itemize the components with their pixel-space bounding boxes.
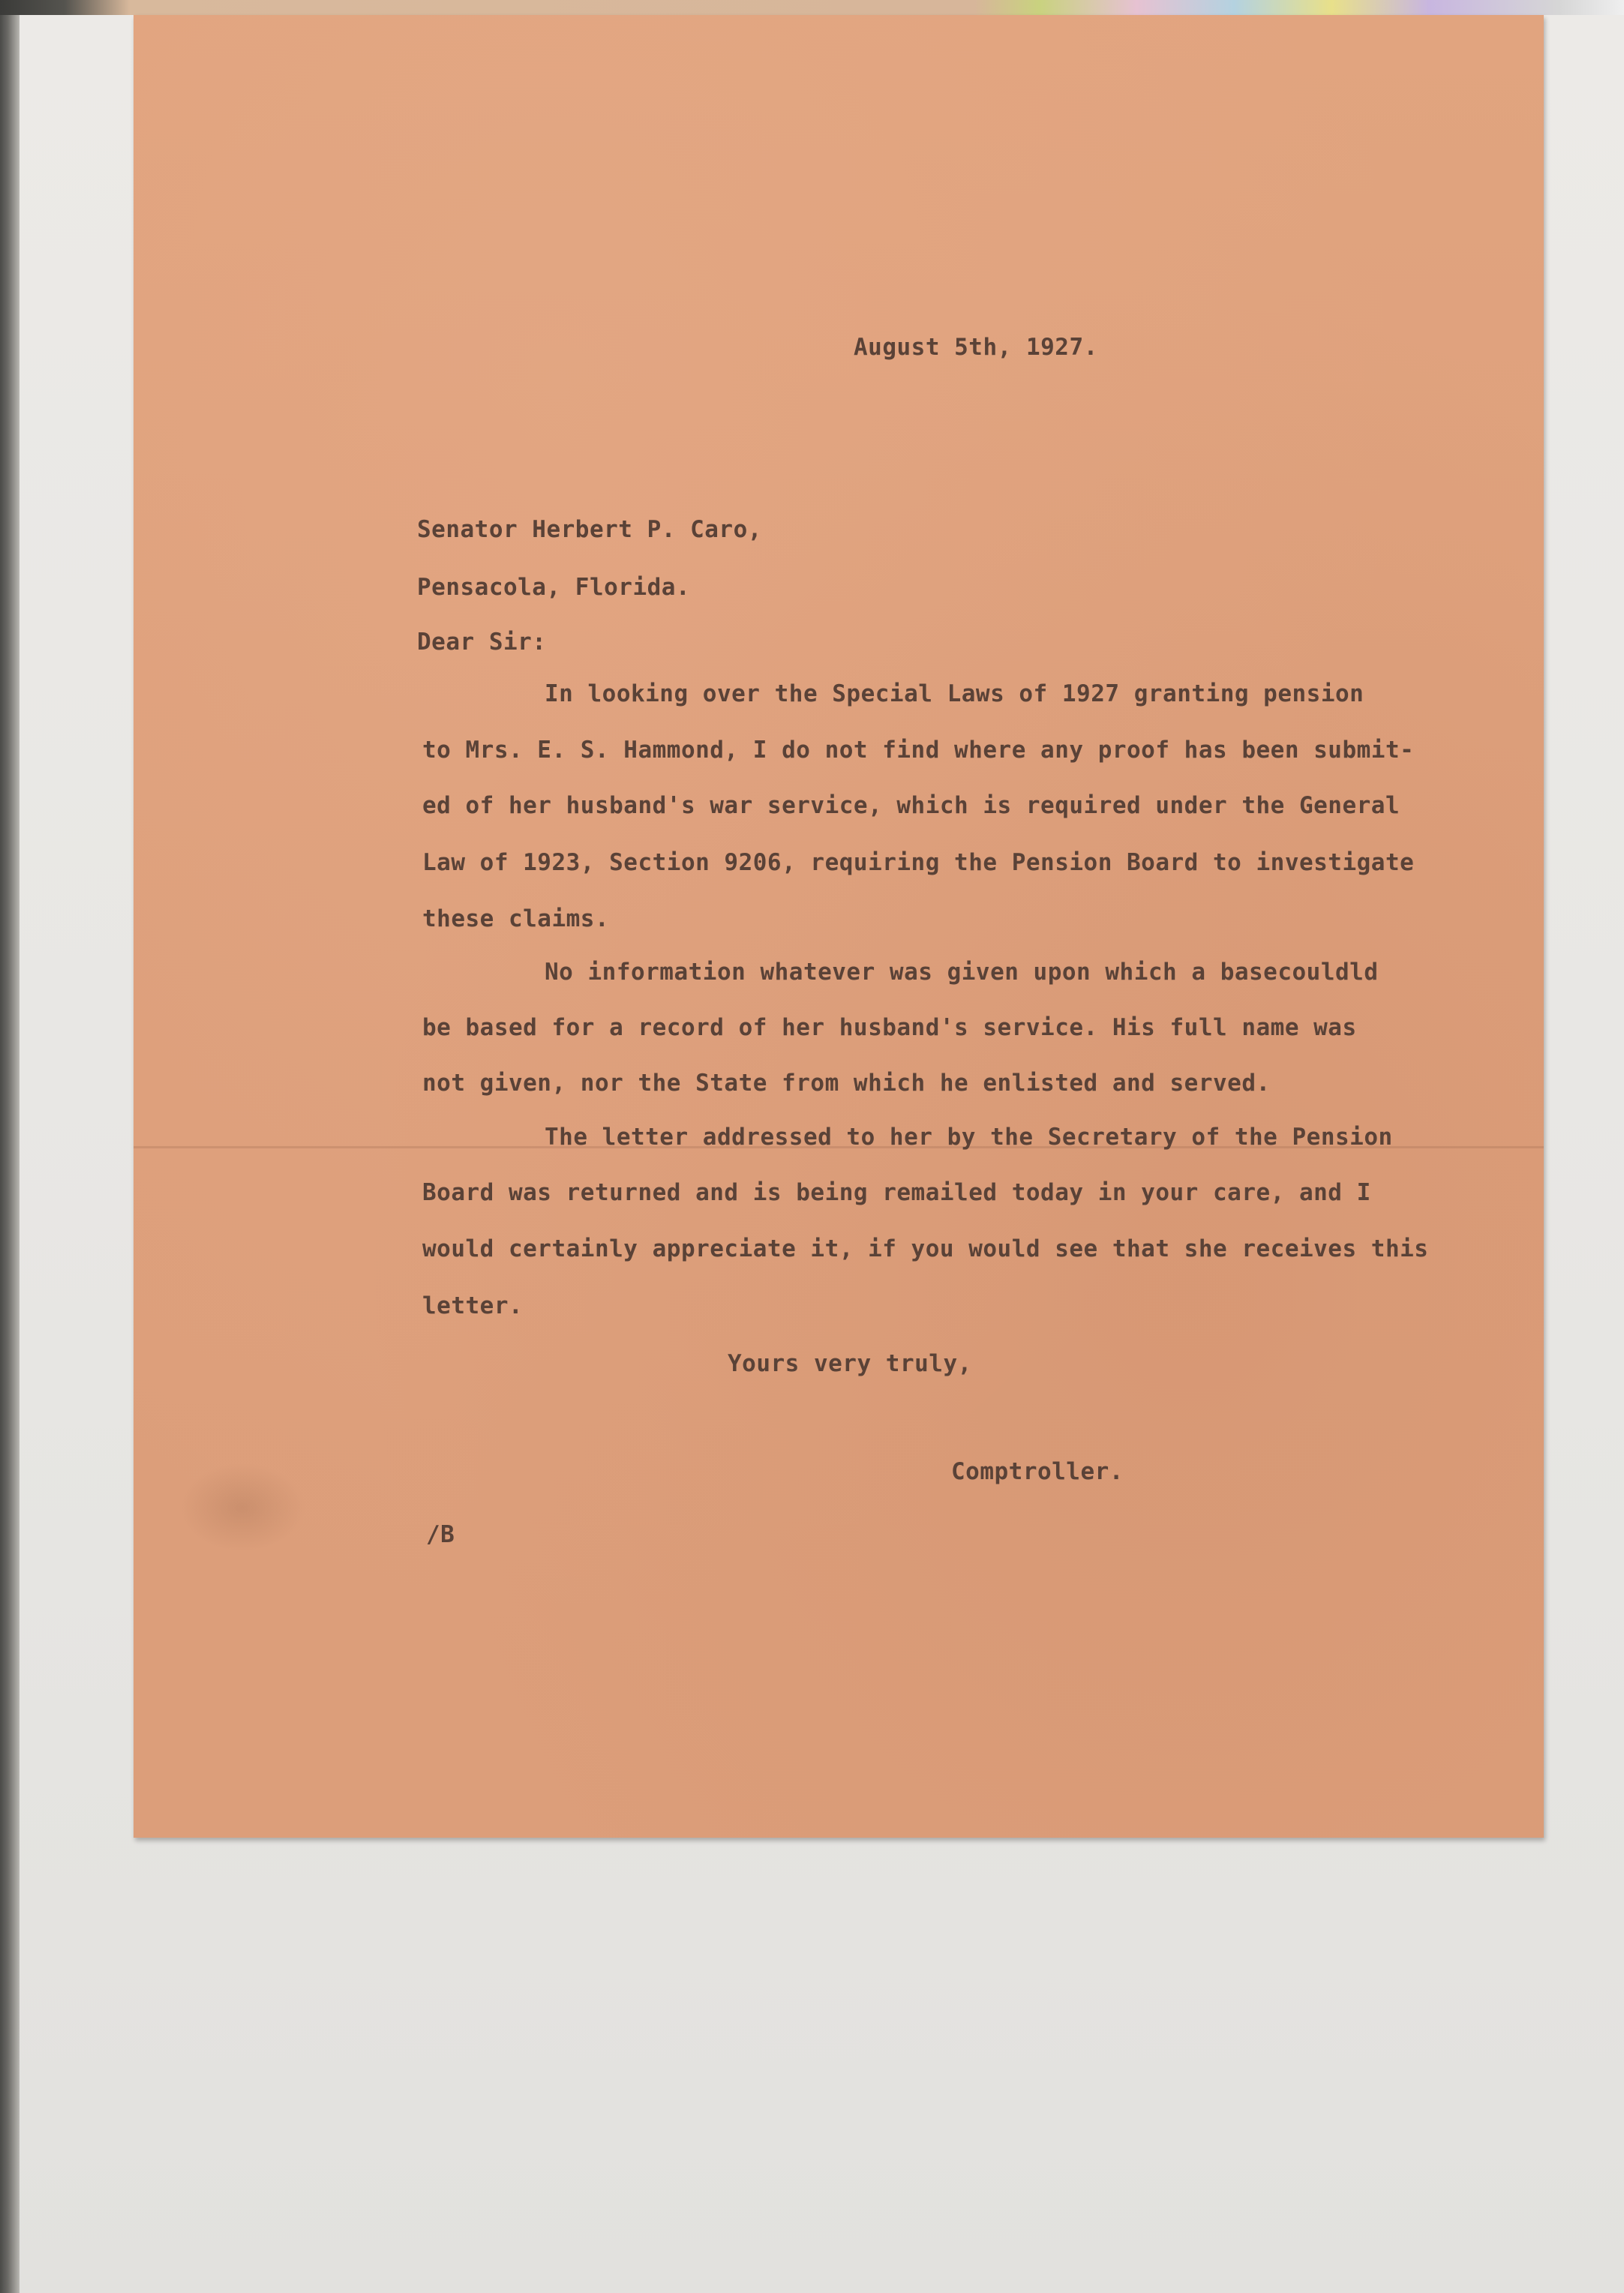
paragraph3-line: The letter addressed to her by the Secretary of the Pension [545,1124,1393,1151]
paragraph1-line: to Mrs. E. S. Hammond, I do not find where any proof has been submit- [422,737,1415,764]
signature-title: Comptroller. [951,1458,1124,1485]
typist-initials: /B [426,1521,455,1548]
complimentary-close: Yours very truly, [728,1350,972,1377]
paragraph3-line: would certainly appreciate it, if you would see that she receives this [422,1235,1429,1262]
scanner-top-edge [0,0,1624,15]
scanner-left-edge [0,0,20,2293]
paragraph3-line: letter. [422,1292,524,1319]
paragraph2-line: not given, nor the State from which he enlisted and served. [422,1070,1271,1097]
addressee-city: Pensacola, Florida. [417,574,691,601]
letter-page [134,15,1544,1838]
paragraph2-line: No information whatever was given upon which a basecouldld [545,959,1379,986]
letter-date: August 5th, 1927. [854,334,1098,361]
paragraph2-line: be based for a record of her husband's service. His full name was [422,1014,1357,1041]
paper-stain [179,1463,306,1553]
paragraph1-line: Law of 1923, Section 9206, requiring the Pension Board to investigate [422,849,1415,876]
paragraph1-line: these claims. [422,905,610,932]
paragraph3-line: Board was returned and is being remailed today in your care, and I [422,1179,1371,1206]
paragraph1-line: In looking over the Special Laws of 1927 granting pension [545,680,1364,707]
paragraph1-line: ed of her husband's war service, which is required under the General [422,792,1400,819]
addressee-name: Senator Herbert P. Caro, [417,516,762,543]
salutation: Dear Sir: [417,629,547,656]
